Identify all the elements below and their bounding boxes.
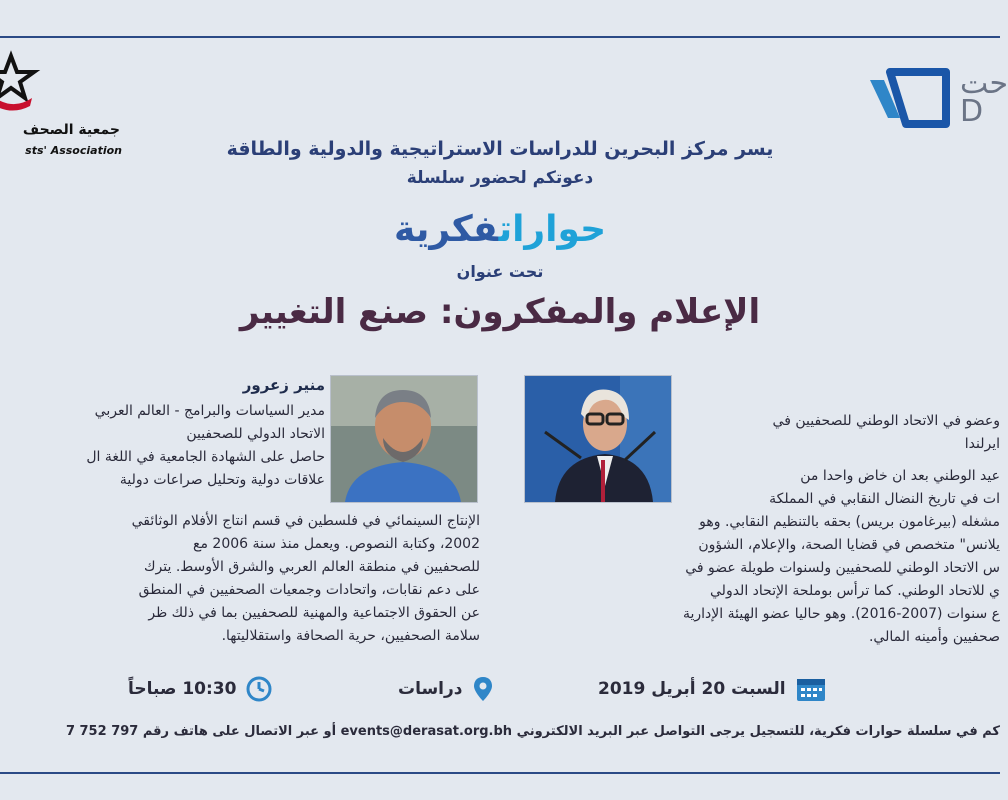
event-place-text: دراسات	[398, 679, 463, 699]
derasat-logo-text	[960, 66, 1008, 129]
bio-line: ع سنوات (2007-2016). وهو حاليا عضو الهيئة الإدارية	[683, 606, 1000, 622]
derasat-mark-icon	[870, 62, 960, 132]
bio-line: علاقات دولية وتحليل صراعات دولية	[119, 472, 325, 488]
derasat-logo-arabic: حت	[960, 66, 1008, 101]
event-date	[598, 676, 826, 702]
event-place	[398, 676, 493, 702]
series-title-part1: حوارات	[498, 209, 607, 250]
bio-line: على دعم نقابات، واتحادات وجمعيات الصحفيين في المنطق	[138, 582, 480, 598]
bio-line: الإنتاج السينمائي في فلسطين في قسم انتاج الأفلام الوثائقي	[131, 513, 480, 529]
bio-line: يلانس" متخصص في قضايا الصحة، والإعلام، الشؤون	[698, 537, 1000, 553]
event-date-text: السبت 20 أبريل 2019	[598, 679, 786, 699]
bio-line: مشغله (بيرغامون بريس) بحقه بالتنظيم النقابي. وهو	[699, 514, 1000, 530]
series-title	[0, 208, 1000, 252]
speaker-photo-icon	[331, 376, 477, 502]
bio-line: ي للاتحاد الوطني. كما ترأس بوملحة الإتحاد الدولي	[710, 583, 1000, 599]
speaker-left-photo	[330, 375, 478, 503]
bio-line: ات في تاريخ النضال النقابي في المملكة	[769, 491, 1000, 507]
bio-line: مدير السياسات والبرامج - العالم العربي	[94, 403, 325, 419]
registration-note: كم في سلسلة حوارات فكرية، للتسجيل يرجى التواصل عبر البريد الالكتروني events@derasat.org.bh أو عبر الاتصال على هاتف رقم 797 752 7	[65, 724, 1000, 739]
speaker-left-name: منير زعرور	[242, 376, 325, 394]
bio-line: الاتحاد الدولي للصحفيين	[186, 426, 325, 442]
speaker-right-bio-bottom	[525, 465, 1000, 649]
bio-line: للصحفيين في منطقة العالم العربي والشرق الأوسط. يترك	[143, 559, 480, 575]
speaker-left-bio-top	[0, 400, 325, 492]
bio-line: س الاتحاد الوطني للصحفيين ولسنوات طويلة عضو في	[685, 560, 1000, 576]
subtitle: تحت عنوان	[456, 262, 544, 281]
calendar-icon	[796, 676, 826, 702]
derasat-logo	[870, 62, 1008, 132]
event-time-text: 10:30 صباحاً	[128, 679, 237, 699]
speaker-right-bio-top	[680, 410, 1000, 456]
series-title-part2: فكرية	[393, 209, 499, 250]
bio-line: عن الحقوق الاجتماعية والمهنية للصحفيين بما في ذلك ظر	[148, 605, 480, 621]
speaker-left-bio-bottom	[0, 510, 480, 648]
location-pin-icon	[473, 676, 493, 702]
bio-line: سلامة الصحفيين، حرية الصحافة واستقلاليتها.	[221, 628, 480, 644]
intro-line-2: دعوتكم لحضور سلسلة	[406, 168, 594, 188]
bio-line: وعضو في الاتحاد الوطني للصحفيين في	[772, 413, 1000, 429]
bio-line: ايرلندا	[964, 436, 1000, 452]
topic-title: الإعلام والمفكرون: صنع التغيير	[239, 292, 761, 332]
event-time	[128, 676, 272, 702]
derasat-logo-latin: D	[960, 94, 984, 129]
clock-icon	[246, 676, 272, 702]
bio-line: 2002، وكتابة النصوص. ويعمل منذ سنة 2006 مع	[193, 536, 480, 552]
bio-line: عيد الوطني بعد ان خاض واحدا من	[800, 468, 1000, 484]
star-logo-icon	[0, 54, 36, 114]
intro-line-1: يسر مركز البحرين للدراسات الاستراتيجية والدولية والطاقة	[226, 138, 774, 160]
bottom-divider	[0, 772, 1000, 774]
top-divider	[0, 36, 1000, 38]
association-name-english: sts' Association	[25, 144, 122, 157]
bio-line: حاصل على الشهادة الجامعية في اللغة ال	[86, 449, 325, 465]
bio-line: صحفيين وأمينه المالي.	[868, 629, 1000, 645]
association-name-arabic: جمعية الصحف	[22, 122, 120, 138]
